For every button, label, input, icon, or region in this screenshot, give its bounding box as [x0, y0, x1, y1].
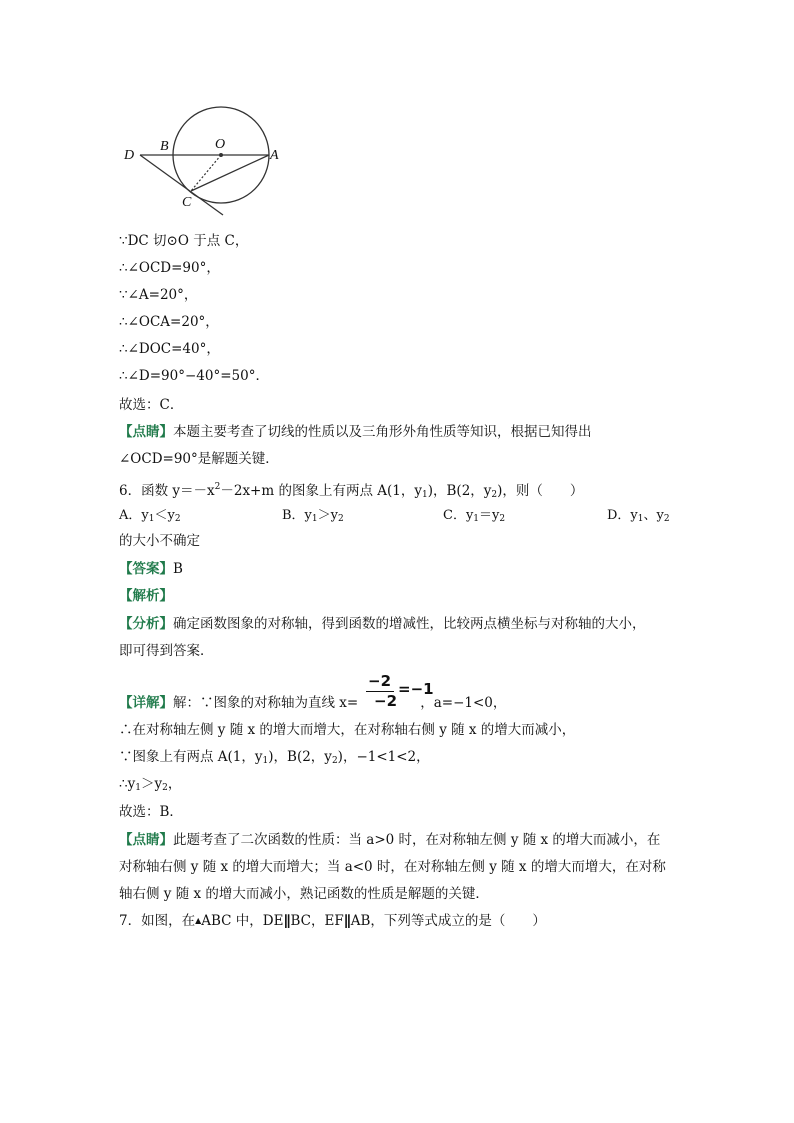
question6-review-cont2: 轴右侧 y 随 x 的增大而减小，熟记函数的性质是解题的关键． [119, 886, 489, 902]
option-a: A．$y_1<y_2$ [119, 508, 181, 524]
fraction-result: =−1 [398, 680, 434, 698]
option-d: D．$y_1$、$y_2$ [607, 508, 670, 524]
review-tag: 【点睛】 [119, 832, 173, 848]
option-d-continuation: 的大小不确定 [119, 533, 200, 549]
fenxi-line [119, 615, 646, 633]
label-c: C [182, 195, 192, 210]
detail-line1: 【详解】解：∵图象的对称轴为直线 x= ，a=−1<0， [119, 695, 507, 711]
fraction-denominator: −2 [374, 692, 398, 710]
question7-stem: 7．如图，在▲ABC 中，DE∥BC，EF∥AB，下列等式成立的是（ ） [119, 913, 546, 929]
label-a: A [270, 148, 279, 163]
option-c: C．$y_1=y_2$ [443, 508, 506, 524]
label-o: O [215, 137, 226, 152]
label-b: B [160, 139, 169, 154]
parallel-symbol: ∥ [283, 913, 291, 929]
solution5-line5: ∴∠DOC=40°， [119, 341, 220, 357]
fraction-numerator: −2 [368, 672, 392, 690]
radius-oc [191, 155, 221, 191]
option-b: B．$y_1>y_2$ [282, 508, 344, 524]
review-tag: 【点睛】 [119, 424, 173, 440]
answer-value: B [173, 561, 183, 577]
question6-review-cont1: 对称轴右侧 y 随 x 的增大而增大；当 a<0 时，在对称轴左侧 y 随 x 的增大而增大，在对称 [119, 859, 666, 875]
solution5-line3: ∵∠A=20°， [119, 287, 198, 303]
solution5-review [119, 423, 592, 441]
question6-choice: 故选：B． [119, 804, 183, 820]
parallel-symbol: ∥ [343, 913, 351, 929]
question6-stem: 6．函数 $y=-x^2-2x+m$ 的图象上有两点 A(1，$y_1$)，B(2，$y_2$)，则（ ） [119, 482, 584, 500]
fenxi-tag: 【分析】 [119, 616, 173, 632]
triangle-icon: ▲ [195, 916, 202, 925]
answer-line [119, 560, 183, 578]
solution5-line4: ∴∠OCA=20°， [119, 314, 219, 330]
solution5-line1: ∵DC 切⊙O 于点 C， [119, 233, 249, 249]
detail-line4: $\therefore y_1>y_2$， [119, 776, 182, 793]
fenxi-line-cont: 即可得到答案． [119, 643, 214, 659]
solution5-line2: ∴∠OCD=90°， [119, 260, 220, 276]
detail-line3: ∵图象上有两点 A(1，$y_1$)，B(2，$y_2$)，−1<1<2， [119, 749, 430, 766]
solution5-line6: ∴∠D=90°−40°=50°． [119, 368, 269, 384]
center-point-o [219, 153, 223, 157]
detail-line2: ∴在对称轴左侧 y 随 x 的增大而增大，在对称轴右侧 y 随 x 的增大而减小， [119, 722, 576, 738]
circle-tangent-figure [118, 98, 298, 220]
solution5-choice: 故选：C． [119, 397, 184, 413]
fenxi-text: 确定函数图象的对称轴，得到函数的增减性，比较两点横坐标与对称轴的大小， [173, 616, 646, 632]
analysis-tag: 【解析】 [119, 588, 173, 604]
answer-tag: 【答案】 [119, 561, 173, 577]
review-text: 本题主要考查了切线的性质以及三角形外角性质等知识，根据已知得出 [173, 424, 592, 440]
label-d: D [124, 148, 135, 163]
question6-review: 【点睛】此题考查了二次函数的性质：当 a>0 时，在对称轴左侧 y 随 x 的增大而减小，在 [119, 832, 661, 848]
solution5-review-cont: ∠OCD=90°是解题关键． [119, 451, 279, 467]
detail-tag: 【详解】 [119, 695, 173, 711]
